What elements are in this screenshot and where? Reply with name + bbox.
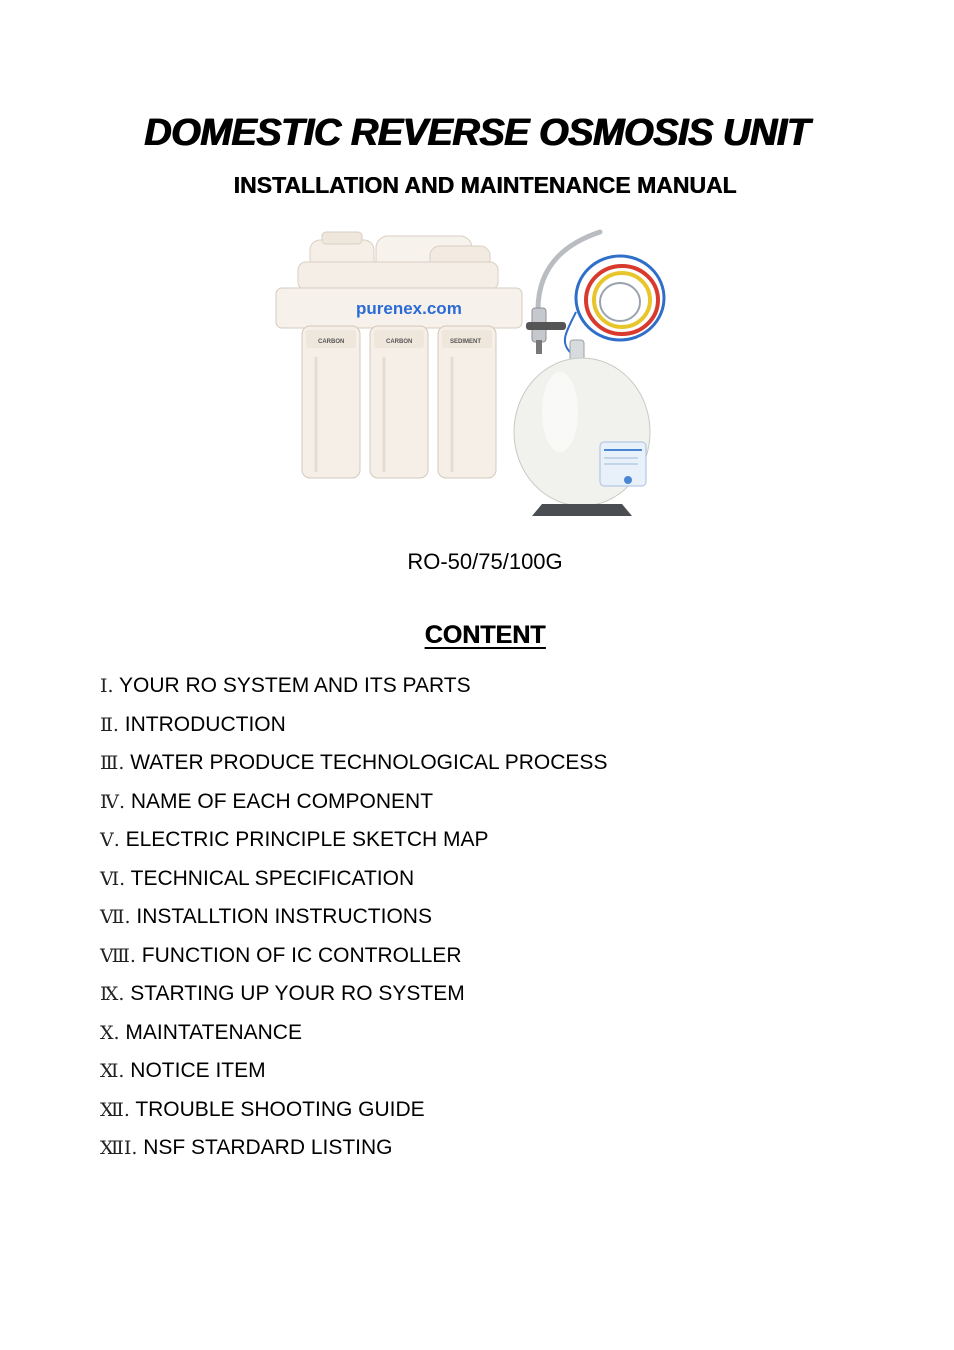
toc-item xyxy=(100,788,607,827)
toc-item-text: INSTALLTION INSTRUCTIONS xyxy=(130,905,432,928)
toc-item-text: MAINTATENANCE xyxy=(119,1020,302,1044)
toc-item xyxy=(100,1096,607,1135)
toc-item-number: Ⅹ. xyxy=(100,1021,120,1044)
top-filter-cartridges xyxy=(298,232,498,290)
toc-item xyxy=(100,749,607,788)
toc-item-text: TECHNICAL SPECIFICATION xyxy=(125,866,415,890)
brand-logo: purenex.com xyxy=(356,299,462,318)
toc-item-text: ELECTRIC PRINCIPLE SKETCH MAP xyxy=(119,828,489,851)
svg-text:CARBON: CARBON xyxy=(386,339,413,345)
toc-item xyxy=(100,942,607,981)
toc-item-text: STARTING UP YOUR RO SYSTEM xyxy=(124,982,465,1005)
toc-item-number: Ⅲ. xyxy=(100,752,125,774)
toc-item-number: Ⅱ. xyxy=(100,713,119,736)
toc-item xyxy=(100,865,607,904)
toc-item xyxy=(100,980,607,1019)
toc-item xyxy=(100,1134,607,1173)
toc-item xyxy=(100,711,607,750)
toc-item-text: INTRODUCTION xyxy=(118,712,286,736)
storage-tank xyxy=(514,340,650,516)
toc-item xyxy=(100,672,607,711)
filter-housings xyxy=(302,326,496,478)
document-subtitle: INSTALLATION AND MAINTENANCE MANUAL xyxy=(233,172,737,198)
toc-item-number: Ⅷ. xyxy=(100,944,136,967)
toc-item-text: NSF STARDARD LISTING xyxy=(137,1136,393,1159)
ro-system-product-image xyxy=(270,222,680,522)
faucet xyxy=(526,232,600,354)
toc-item-text: TROUBLE SHOOTING GUIDE xyxy=(129,1097,425,1121)
table-of-contents xyxy=(100,672,607,1173)
toc-item-text: YOUR RO SYSTEM AND ITS PARTS xyxy=(113,674,471,697)
toc-item-text: NAME OF EACH COMPONENT xyxy=(125,789,434,813)
toc-item xyxy=(100,903,607,942)
toc-item-number: Ⅰ. xyxy=(100,675,114,697)
toc-item-number: Ⅸ. xyxy=(100,983,125,1005)
document-title: DOMESTIC REVERSE OSMOSIS UNIT xyxy=(144,112,810,154)
toc-item-text: WATER PRODUCE TECHNOLOGICAL PROCESS xyxy=(124,751,608,774)
content-heading: CONTENT xyxy=(424,621,546,649)
toc-item-number: Ⅳ. xyxy=(100,790,126,813)
toc-item-number: Ⅵ. xyxy=(100,867,126,890)
toc-item-number: Ⅻ. xyxy=(100,1098,130,1121)
toc-item-text: FUNCTION OF IC CONTROLLER xyxy=(135,943,462,967)
svg-text:SEDIMENT: SEDIMENT xyxy=(450,339,482,345)
toc-item xyxy=(100,826,607,865)
toc-item xyxy=(100,1057,607,1096)
toc-item-number: Ⅶ. xyxy=(100,906,131,928)
toc-item-number: Ⅺ. xyxy=(100,1060,125,1082)
toc-item-number: ⅫⅠ. xyxy=(100,1137,138,1159)
toc-item-number: Ⅴ. xyxy=(100,829,120,851)
tubing-coils xyxy=(565,256,664,352)
toc-item xyxy=(100,1019,607,1058)
svg-text:CARBON: CARBON xyxy=(318,339,345,345)
model-number: RO-50/75/100G xyxy=(407,549,563,574)
toc-item-text: NOTICE ITEM xyxy=(124,1059,266,1082)
